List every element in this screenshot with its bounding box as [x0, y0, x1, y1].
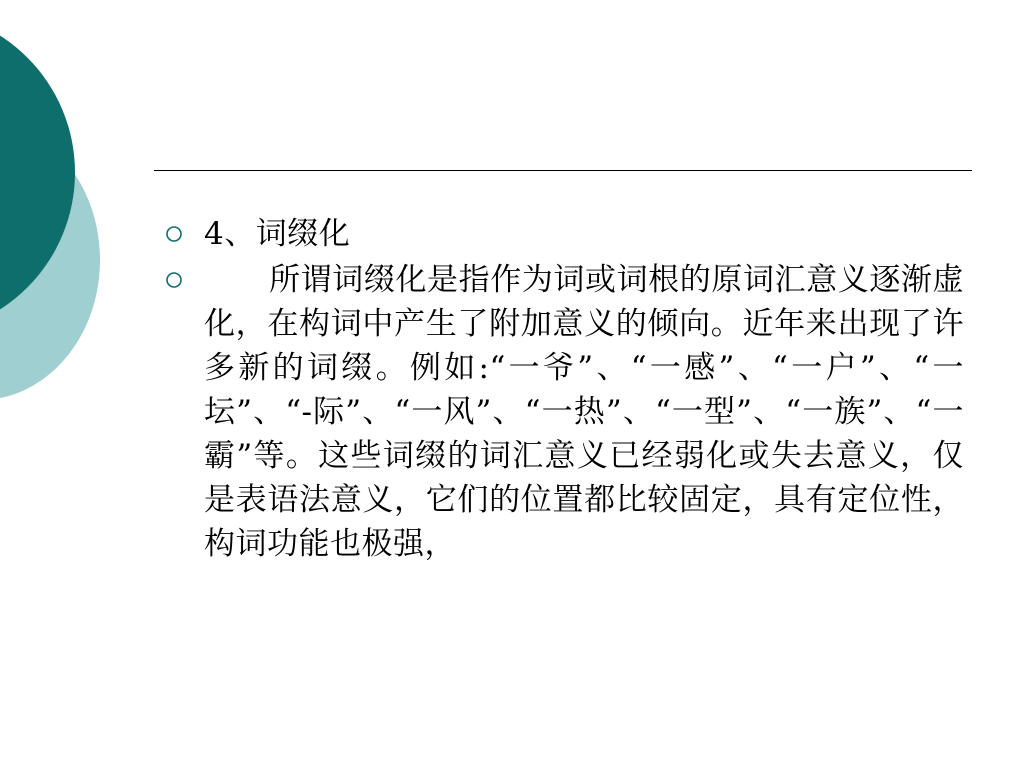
- hollow-circle-bullet-icon: [164, 270, 184, 290]
- title-divider-line: [154, 170, 972, 171]
- bullet-item-heading: [164, 212, 964, 256]
- hollow-circle-bullet-icon: [164, 224, 184, 244]
- bullet-list: [164, 212, 964, 566]
- body-paragraph: 所谓词缀化是指作为词或词根的原词汇意义逐渐虚化，在构词中产生了附加意义的倾向。近年来出现了许多新的词缀。例如:“一爷”、“一感”、“一户”、“一坛”、“-际”、“一风”、“一热”、“一型”、“一族”、“一霸”等。这些词缀的词汇意义已经弱化或失去意义，仅是表语法意义，它们的位置都比较固定，具有定位性，构词功能也极强，: [204, 262, 964, 562]
- bullet-item-body: [164, 258, 964, 566]
- section-heading: 4、词缀化: [204, 216, 351, 252]
